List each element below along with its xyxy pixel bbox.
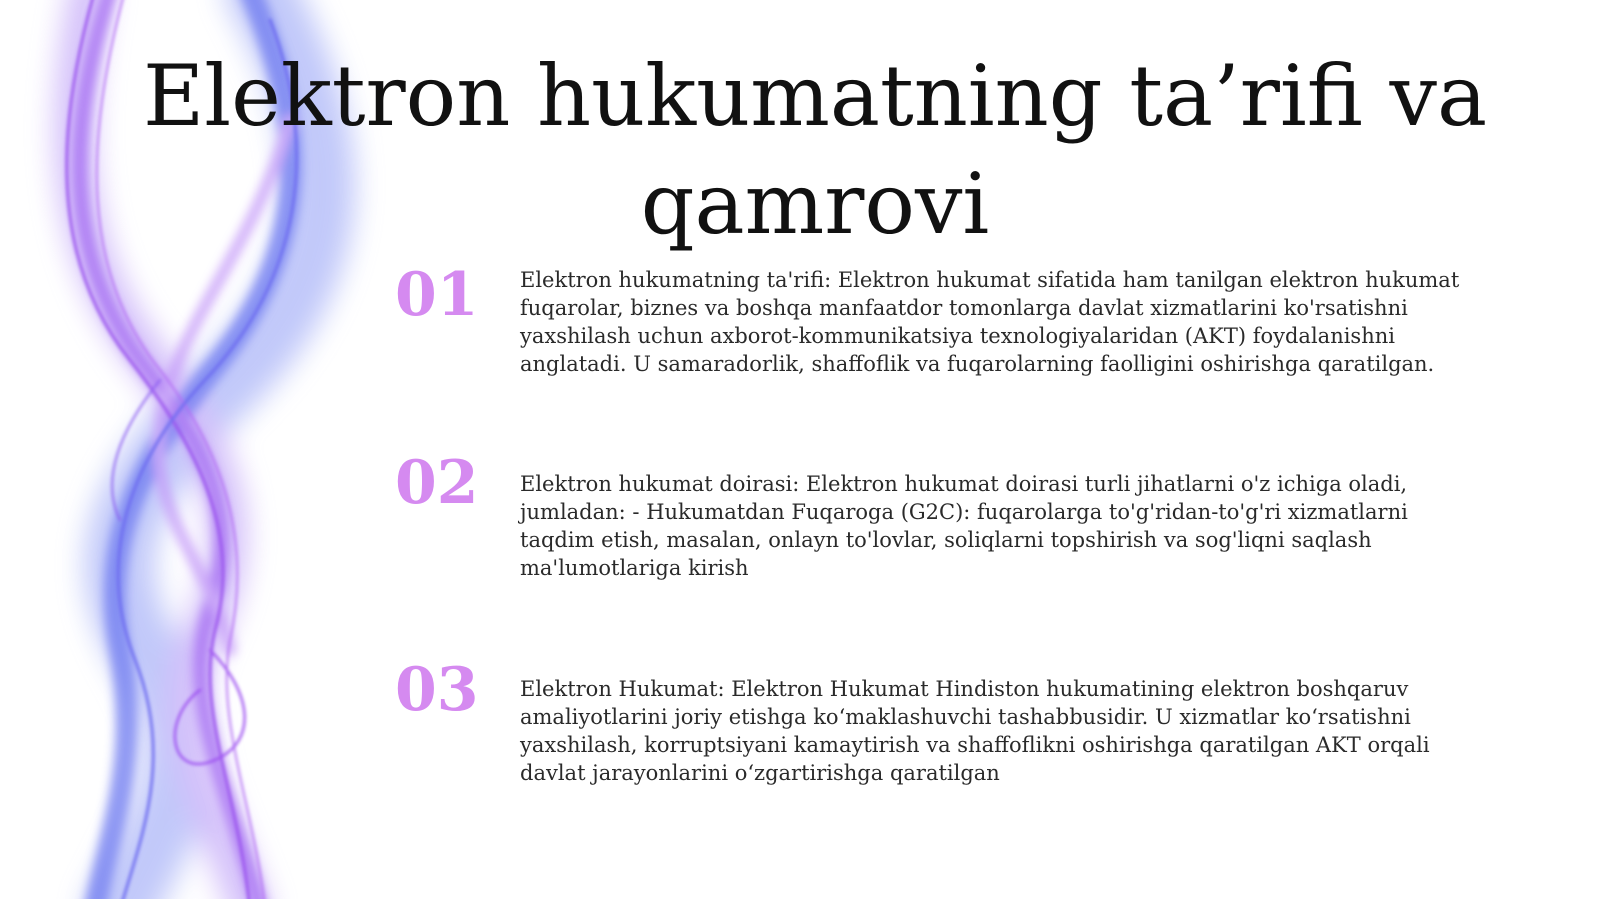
item-number: 02 [395, 448, 479, 518]
item-text: Elektron hukumatning ta'rifi: Elektron hukumat sifatida ham tanilgan elektron hukumat fuqarolar, biznes va boshqa manfaatdor tomonlarga davlat xizmatlarini ko'rsatishni yaxshilash uchun axborot-kommunikatsiya texnologiyalaridan (AKT) foydalanishni anglatadi. U samaradorlik, shaffoflik va fuqarolarning faolligini oshirishga qaratilgan. [520, 268, 1460, 376]
item-text: Elektron Hukumat: Elektron Hukumat Hindiston hukumatining elektron boshqaruv amaliyotlarini joriy etishga ko‘maklashuvchi tashabbusidir. U xizmatlar ko‘rsatishni yaxshilash, korruptsiyani kamaytirish va shaffoflikni oshirishga qaratilgan AKT orqali davlat jarayonlarini o‘zgartirishga qaratilgan [520, 677, 1430, 785]
item-number: 01 [395, 260, 479, 330]
slide-title: Elektron hukumatning ta’rifi va qamrovi [142, 47, 1488, 253]
item-text: Elektron hukumat doirasi: Elektron hukumat doirasi turli jihatlarni o'z ichiga oladi, jumladan: - Hukumatdan Fuqaroga (G2C): fuqarolarga to'g'ridan-to'g'ri xizmatlarni taqdim etish, masalan, onlayn to'lovlar, soliqlarni topshirish va sog'liqni saqlash ma'lumotlariga kirish [520, 472, 1408, 580]
item-number: 03 [395, 655, 479, 725]
